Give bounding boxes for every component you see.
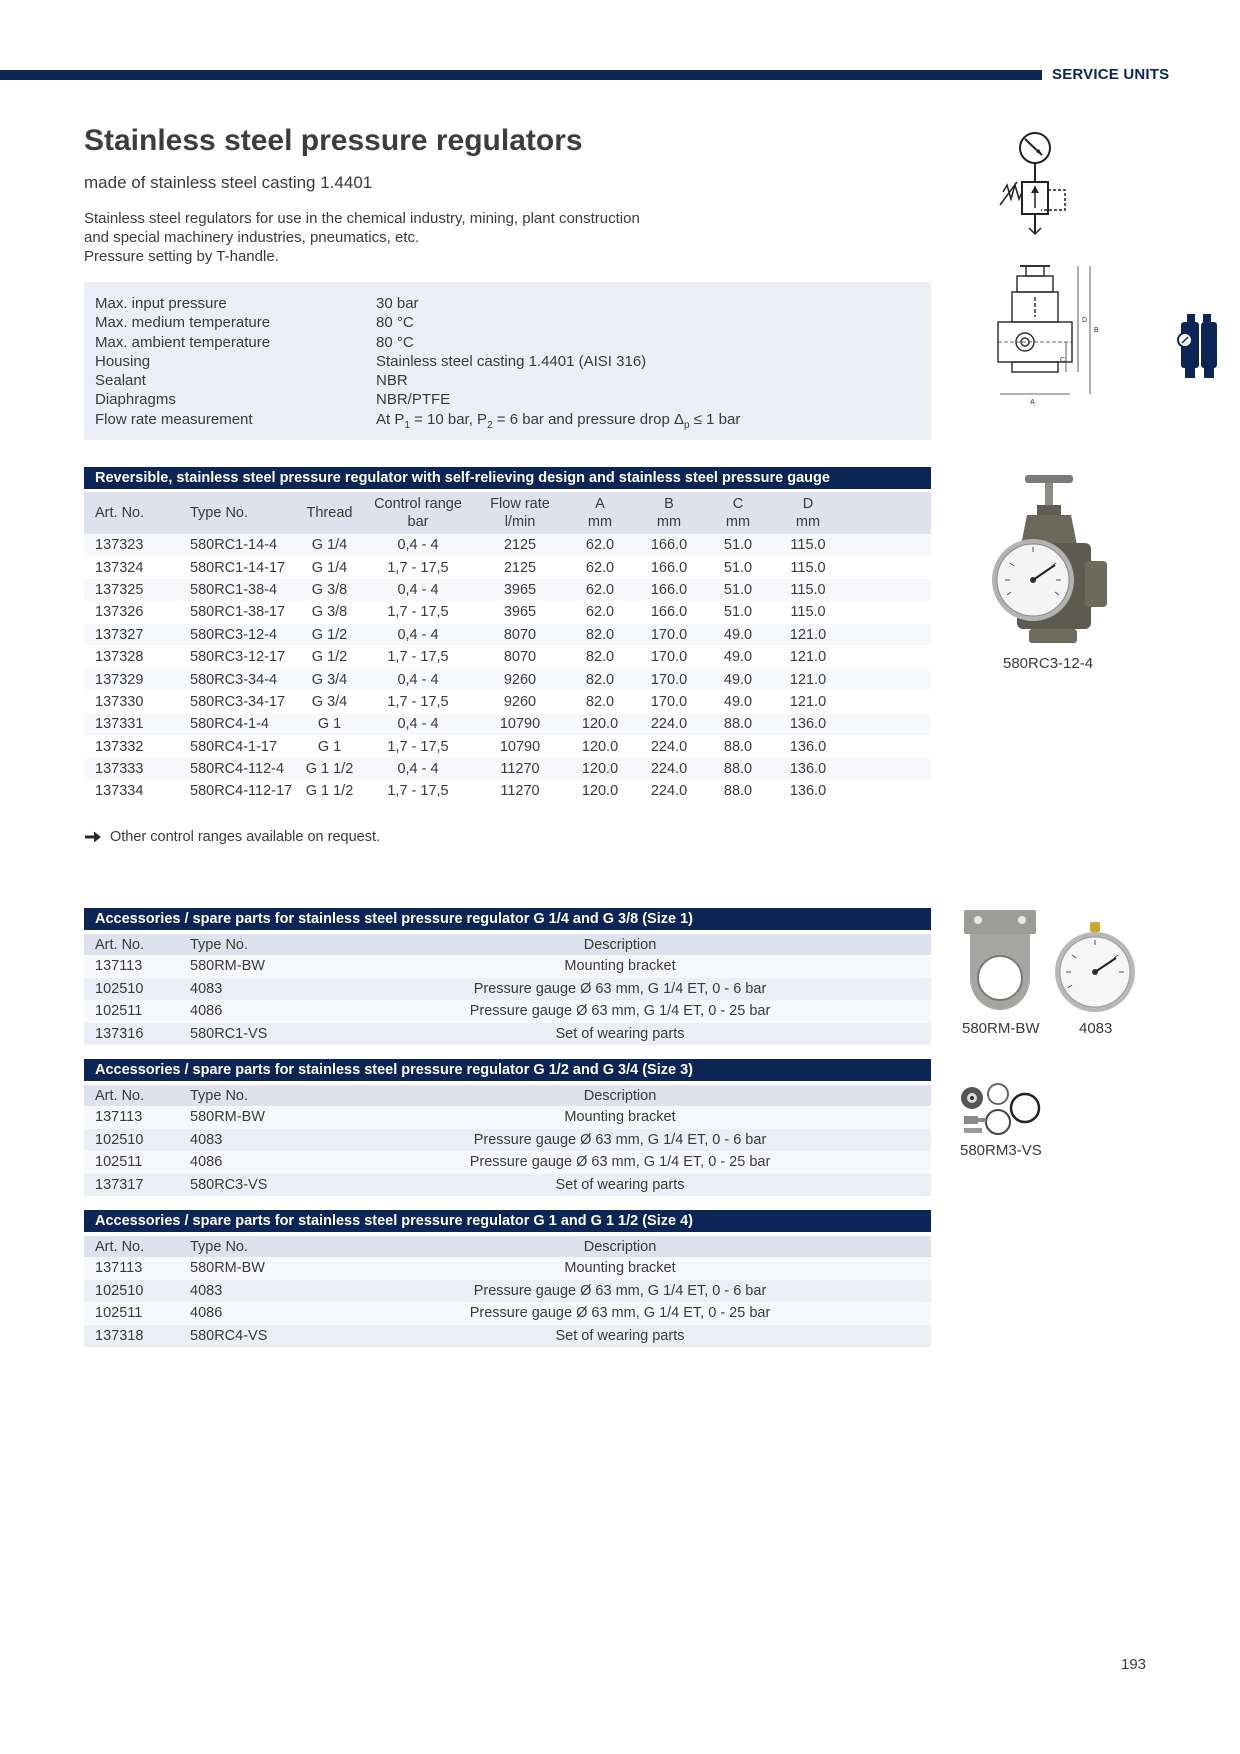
table-cell: 0,4 - 4 xyxy=(362,579,474,601)
table-cell: 4083 xyxy=(179,1280,309,1303)
table-cell: 136.0 xyxy=(772,758,844,780)
column-header xyxy=(634,492,704,534)
table-cell: 137331 xyxy=(84,713,179,735)
table-cell: 137326 xyxy=(84,601,179,623)
table-cell-spacer xyxy=(844,556,931,578)
table-row xyxy=(84,1174,931,1197)
table-cell: 9260 xyxy=(474,668,566,690)
table-row xyxy=(84,736,931,758)
table-cell: 0,4 - 4 xyxy=(362,758,474,780)
table-cell: 120.0 xyxy=(566,780,634,802)
table-cell: 51.0 xyxy=(704,601,772,623)
table-cell: G 1 xyxy=(297,713,362,735)
table-cell: G 3/4 xyxy=(297,668,362,690)
table-header-row xyxy=(84,1236,931,1257)
table-cell: 137334 xyxy=(84,780,179,802)
spec-label: Max. ambient temperature xyxy=(95,333,271,351)
table-cell: G 1/4 xyxy=(297,556,362,578)
table-cell: 115.0 xyxy=(772,556,844,578)
table-cell: 580RM-BW xyxy=(179,955,309,978)
table-cell: 137327 xyxy=(84,624,179,646)
section-label: SERVICE UNITS xyxy=(1052,66,1170,83)
accessory-table-body xyxy=(84,1257,931,1347)
spec-label: Max. input pressure xyxy=(95,295,227,312)
header-bar xyxy=(0,70,1042,80)
table-row xyxy=(84,780,931,802)
table-row xyxy=(84,579,931,601)
spec-value: NBR/PTFE xyxy=(376,391,451,409)
table-cell: 115.0 xyxy=(772,579,844,601)
table-cell: 137318 xyxy=(84,1325,179,1348)
column-header: Art. No. xyxy=(84,934,179,955)
specs-panel xyxy=(84,282,931,440)
table-row xyxy=(84,978,931,1001)
table-cell: 137323 xyxy=(84,534,179,556)
column-header: Thread xyxy=(297,492,362,534)
table-cell-spacer xyxy=(844,736,931,758)
table-cell: 137324 xyxy=(84,556,179,578)
table-cell: Mounting bracket xyxy=(309,1106,931,1129)
table-cell: G 1 1/2 xyxy=(297,780,362,802)
column-header: Type No. xyxy=(179,1236,309,1257)
spec-label: Flow rate measurement xyxy=(95,410,253,428)
table-cell: Mounting bracket xyxy=(309,1257,931,1280)
table-cell: 62.0 xyxy=(566,601,634,623)
table-cell: 137113 xyxy=(84,1257,179,1280)
table-cell: 9260 xyxy=(474,691,566,713)
regulator-photo xyxy=(985,465,1120,650)
arrow-right-icon xyxy=(84,830,102,844)
table-cell: 4083 xyxy=(179,978,309,1001)
table-cell: 2125 xyxy=(474,556,566,578)
subscript: p xyxy=(684,419,690,431)
table-cell: 49.0 xyxy=(704,646,772,668)
accessory-table-body xyxy=(84,1106,931,1196)
table-cell: 62.0 xyxy=(566,534,634,556)
note xyxy=(84,829,380,845)
column-header-line: Flow rate xyxy=(490,496,550,512)
table-row xyxy=(84,955,931,978)
table-cell-spacer xyxy=(844,579,931,601)
column-header-unit: mm xyxy=(725,514,751,530)
table-cell: 580RC1-38-17 xyxy=(179,601,297,623)
table-cell-spacer xyxy=(844,713,931,735)
table-cell: 1,7 - 17,5 xyxy=(362,691,474,713)
table-cell: 1,7 - 17,5 xyxy=(362,556,474,578)
spec-label: Sealant xyxy=(95,372,146,390)
table-cell: Set of wearing parts xyxy=(309,1325,931,1348)
mounting-bracket-photo xyxy=(960,908,1040,1018)
table-cell: G 1/2 xyxy=(297,646,362,668)
table-cell: Mounting bracket xyxy=(309,955,931,978)
table-cell: 0,4 - 4 xyxy=(362,668,474,690)
table-cell: Set of wearing parts xyxy=(309,1023,931,1046)
table-cell: 580RC4-112-17 xyxy=(179,780,297,802)
table-cell: 580RC3-34-4 xyxy=(179,668,297,690)
table-row xyxy=(84,1151,931,1174)
regulator-caption: 580RC3-12-4 xyxy=(1003,655,1094,672)
table-row xyxy=(84,758,931,780)
column-header-unit: mm xyxy=(587,514,613,530)
table-cell: 580RC1-VS xyxy=(179,1023,309,1046)
table-cell: 102510 xyxy=(84,1129,179,1152)
table-cell: 0,4 - 4 xyxy=(362,713,474,735)
table-row xyxy=(84,1302,931,1325)
table-cell: 2125 xyxy=(474,534,566,556)
table-cell: 137333 xyxy=(84,758,179,780)
column-header-unit: l/min xyxy=(504,514,536,530)
service-unit-icon xyxy=(1177,312,1221,380)
spec-row xyxy=(95,352,920,371)
table-row xyxy=(84,668,931,690)
table-cell: 170.0 xyxy=(634,691,704,713)
column-header: Art. No. xyxy=(84,1085,179,1106)
table-cell: 224.0 xyxy=(634,713,704,735)
spec-value: Stainless steel casting 1.4401 (AISI 316) xyxy=(376,352,647,370)
column-header-unit: bar xyxy=(407,514,429,530)
table-cell: Pressure gauge Ø 63 mm, G 1/4 ET, 0 - 25 bar xyxy=(309,1000,931,1023)
table-cell-spacer xyxy=(844,624,931,646)
column-header-line: D xyxy=(802,496,814,512)
spec-row xyxy=(95,390,920,409)
column-header-line: A xyxy=(595,496,605,512)
accessory-table-size-3 xyxy=(84,1085,931,1196)
regulator-table xyxy=(84,492,931,803)
spec-label: Housing xyxy=(95,352,151,370)
column-header xyxy=(772,492,844,534)
column-header: Type No. xyxy=(179,492,297,534)
column-header-unit: mm xyxy=(656,514,682,530)
table-cell: 82.0 xyxy=(566,624,634,646)
accessory-heading-size-4: Accessories / spare parts for stainless steel pressure regulator G 1 and G 1 1/2 (Size 4) xyxy=(84,1210,931,1232)
column-header-spacer xyxy=(844,492,931,534)
column-header: Type No. xyxy=(179,934,309,955)
table-cell: 120.0 xyxy=(566,758,634,780)
wear-parts-photo xyxy=(958,1082,1048,1142)
dimension-label: C xyxy=(1060,357,1066,364)
table-cell: 121.0 xyxy=(772,624,844,646)
page-title: Stainless steel pressure regulators xyxy=(84,124,583,157)
dimension-drawing xyxy=(990,262,1110,407)
flow-text: = 10 bar, P xyxy=(409,410,488,428)
table-cell: 137330 xyxy=(84,691,179,713)
table-row xyxy=(84,713,931,735)
table-cell: 137113 xyxy=(84,955,179,978)
table-row xyxy=(84,691,931,713)
table-cell: G 1 1/2 xyxy=(297,758,362,780)
table-cell: 88.0 xyxy=(704,736,772,758)
page-number: 193 xyxy=(1121,1656,1147,1673)
intro-line: and special machinery industries, pneumatics, etc. xyxy=(84,229,420,246)
table-cell: 224.0 xyxy=(634,736,704,758)
table-header-row xyxy=(84,1085,931,1106)
pressure-regulator-symbol-icon xyxy=(995,130,1075,250)
table-cell: 136.0 xyxy=(772,713,844,735)
table-cell: 0,4 - 4 xyxy=(362,534,474,556)
table-cell: 580RC1-38-4 xyxy=(179,579,297,601)
table-cell-spacer xyxy=(844,691,931,713)
table-row xyxy=(84,1000,931,1023)
table-cell: 580RC1-14-17 xyxy=(179,556,297,578)
intro-text xyxy=(84,209,784,266)
flow-text: ≤ 1 bar xyxy=(689,410,741,428)
column-header: Description xyxy=(309,1085,931,1106)
table-cell: 3965 xyxy=(474,601,566,623)
table-header-row xyxy=(84,492,931,534)
table-cell: 1,7 - 17,5 xyxy=(362,736,474,758)
table-cell: 11270 xyxy=(474,758,566,780)
subscript: 2 xyxy=(487,419,493,431)
column-header-unit: mm xyxy=(795,514,821,530)
column-header xyxy=(474,492,566,534)
accessory-table-body xyxy=(84,955,931,1045)
spec-row xyxy=(95,313,920,332)
gauge-caption: 4083 xyxy=(1079,1020,1113,1037)
table-cell: 580RC3-VS xyxy=(179,1174,309,1197)
spec-row xyxy=(95,294,920,313)
table-cell: 1,7 - 17,5 xyxy=(362,780,474,802)
table-cell: 580RC3-12-4 xyxy=(179,624,297,646)
column-header: Description xyxy=(309,1236,931,1257)
table-cell: 88.0 xyxy=(704,780,772,802)
table-cell: 102510 xyxy=(84,1280,179,1303)
column-header-line: B xyxy=(664,496,674,512)
table-cell: 166.0 xyxy=(634,579,704,601)
table-cell-spacer xyxy=(844,668,931,690)
table-cell: Pressure gauge Ø 63 mm, G 1/4 ET, 0 - 6 bar xyxy=(309,1129,931,1152)
wear-parts-caption: 580RM3-VS xyxy=(960,1142,1042,1159)
table-row xyxy=(84,534,931,556)
table-cell: 88.0 xyxy=(704,713,772,735)
flow-text: = 6 bar and pressure drop Δ xyxy=(492,410,685,428)
table-header-row xyxy=(84,934,931,955)
table-cell: 102511 xyxy=(84,1000,179,1023)
table-cell: 4083 xyxy=(179,1129,309,1152)
table-cell: 4086 xyxy=(179,1151,309,1174)
table-cell-spacer xyxy=(844,534,931,556)
table-cell: 137328 xyxy=(84,646,179,668)
table-cell: 10790 xyxy=(474,713,566,735)
table-row xyxy=(84,1280,931,1303)
table-cell: 4086 xyxy=(179,1302,309,1325)
column-header: Art. No. xyxy=(84,492,179,534)
table-cell: G 3/4 xyxy=(297,691,362,713)
table-cell: Pressure gauge Ø 63 mm, G 1/4 ET, 0 - 25 bar xyxy=(309,1151,931,1174)
column-header xyxy=(566,492,634,534)
table-cell: 137113 xyxy=(84,1106,179,1129)
table-cell: 49.0 xyxy=(704,624,772,646)
table-cell: 8070 xyxy=(474,646,566,668)
flow-text: At P xyxy=(376,410,405,428)
table-cell: G 1/4 xyxy=(297,534,362,556)
main-table-heading: Reversible, stainless steel pressure regulator with self-relieving design and stainless steel pressure gauge xyxy=(84,467,931,489)
table-cell: 580RM-BW xyxy=(179,1257,309,1280)
table-cell: 166.0 xyxy=(634,601,704,623)
table-cell: 136.0 xyxy=(772,736,844,758)
bracket-caption: 580RM-BW xyxy=(962,1020,1040,1037)
spec-value: 80 °C xyxy=(376,314,414,332)
table-cell: 49.0 xyxy=(704,668,772,690)
table-cell: Pressure gauge Ø 63 mm, G 1/4 ET, 0 - 6 bar xyxy=(309,1280,931,1303)
accessory-heading-size-3: Accessories / spare parts for stainless steel pressure regulator G 1/2 and G 3/4 (Size 3) xyxy=(84,1059,931,1081)
subscript: 1 xyxy=(404,419,410,431)
table-cell: 137325 xyxy=(84,579,179,601)
table-row xyxy=(84,624,931,646)
table-cell-spacer xyxy=(844,646,931,668)
table-cell: 1,7 - 17,5 xyxy=(362,601,474,623)
table-cell: 170.0 xyxy=(634,646,704,668)
table-row xyxy=(84,1325,931,1348)
table-cell: 82.0 xyxy=(566,668,634,690)
spec-label: Diaphragms xyxy=(95,391,176,409)
table-cell: 137329 xyxy=(84,668,179,690)
spec-row-flow xyxy=(95,410,920,429)
table-row xyxy=(84,1023,931,1046)
table-cell: 82.0 xyxy=(566,646,634,668)
table-cell: Pressure gauge Ø 63 mm, G 1/4 ET, 0 - 6 bar xyxy=(309,978,931,1001)
table-cell: 137317 xyxy=(84,1174,179,1197)
spec-value: 80 °C xyxy=(376,333,414,351)
table-cell: 580RC4-VS xyxy=(179,1325,309,1348)
table-cell: Pressure gauge Ø 63 mm, G 1/4 ET, 0 - 25 bar xyxy=(309,1302,931,1325)
spec-value: NBR xyxy=(376,372,408,390)
table-cell-spacer xyxy=(844,758,931,780)
spec-value: 30 bar xyxy=(376,295,419,312)
table-cell: 51.0 xyxy=(704,556,772,578)
table-cell: 51.0 xyxy=(704,534,772,556)
table-cell: 580RC4-1-17 xyxy=(179,736,297,758)
table-cell: G 1 xyxy=(297,736,362,758)
table-cell: 62.0 xyxy=(566,556,634,578)
table-cell: 0,4 - 4 xyxy=(362,624,474,646)
spec-value xyxy=(376,410,920,429)
table-row xyxy=(84,1106,931,1129)
table-cell: 49.0 xyxy=(704,691,772,713)
table-cell: 136.0 xyxy=(772,780,844,802)
table-cell: 166.0 xyxy=(634,534,704,556)
table-cell: 580RM-BW xyxy=(179,1106,309,1129)
table-cell: 115.0 xyxy=(772,534,844,556)
table-cell: G 3/8 xyxy=(297,579,362,601)
table-cell: 224.0 xyxy=(634,780,704,802)
table-cell: 102511 xyxy=(84,1302,179,1325)
accessory-table-size-1 xyxy=(84,934,931,1045)
column-header xyxy=(704,492,772,534)
table-cell: 580RC3-12-17 xyxy=(179,646,297,668)
table-cell: 170.0 xyxy=(634,668,704,690)
table-cell: 88.0 xyxy=(704,758,772,780)
table-cell: 10790 xyxy=(474,736,566,758)
spec-row xyxy=(95,333,920,352)
dimension-label: A xyxy=(1030,399,1035,406)
table-cell: 4086 xyxy=(179,1000,309,1023)
table-cell: 3965 xyxy=(474,579,566,601)
table-cell: 580RC1-14-4 xyxy=(179,534,297,556)
table-cell: 121.0 xyxy=(772,668,844,690)
regulator-table-body xyxy=(84,534,931,803)
table-row xyxy=(84,601,931,623)
table-cell: 11270 xyxy=(474,780,566,802)
table-cell: 1,7 - 17,5 xyxy=(362,646,474,668)
table-cell: 82.0 xyxy=(566,691,634,713)
table-row xyxy=(84,646,931,668)
note-text: Other control ranges available on request. xyxy=(110,829,381,845)
dimension-label: D xyxy=(1082,317,1088,324)
table-cell-spacer xyxy=(844,780,931,802)
table-cell: 102511 xyxy=(84,1151,179,1174)
table-cell: 224.0 xyxy=(634,758,704,780)
table-cell: 170.0 xyxy=(634,624,704,646)
spec-label: Max. medium temperature xyxy=(95,314,271,332)
table-cell: 120.0 xyxy=(566,713,634,735)
table-cell: 580RC4-112-4 xyxy=(179,758,297,780)
column-header: Art. No. xyxy=(84,1236,179,1257)
table-cell: G 3/8 xyxy=(297,601,362,623)
column-header-line: Control range xyxy=(374,496,462,512)
table-cell: 51.0 xyxy=(704,579,772,601)
intro-line: Pressure setting by T-handle. xyxy=(84,248,279,265)
spec-row xyxy=(95,371,920,390)
table-cell: 137316 xyxy=(84,1023,179,1046)
table-cell: 8070 xyxy=(474,624,566,646)
pressure-gauge-photo xyxy=(1050,920,1140,1015)
page-subtitle: made of stainless steel casting 1.4401 xyxy=(84,173,373,192)
column-header: Type No. xyxy=(179,1085,309,1106)
column-header xyxy=(362,492,474,534)
table-cell: 102510 xyxy=(84,978,179,1001)
intro-line: Stainless steel regulators for use in the chemical industry, mining, plant construction xyxy=(84,210,640,227)
table-cell: 580RC3-34-17 xyxy=(179,691,297,713)
table-cell: G 1/2 xyxy=(297,624,362,646)
accessory-heading-size-1: Accessories / spare parts for stainless steel pressure regulator G 1/4 and G 3/8 (Size 1) xyxy=(84,908,931,930)
table-cell-spacer xyxy=(844,601,931,623)
table-cell: 121.0 xyxy=(772,691,844,713)
column-header: Description xyxy=(309,934,931,955)
table-cell: 115.0 xyxy=(772,601,844,623)
table-cell: Set of wearing parts xyxy=(309,1174,931,1197)
column-header-line: C xyxy=(732,496,744,512)
table-row xyxy=(84,556,931,578)
table-cell: 580RC4-1-4 xyxy=(179,713,297,735)
table-cell: 120.0 xyxy=(566,736,634,758)
table-cell: 62.0 xyxy=(566,579,634,601)
table-cell: 137332 xyxy=(84,736,179,758)
table-row xyxy=(84,1257,931,1280)
table-row xyxy=(84,1129,931,1152)
table-cell: 166.0 xyxy=(634,556,704,578)
table-cell: 121.0 xyxy=(772,646,844,668)
dimension-label: B xyxy=(1094,327,1099,334)
accessory-table-size-4 xyxy=(84,1236,931,1347)
